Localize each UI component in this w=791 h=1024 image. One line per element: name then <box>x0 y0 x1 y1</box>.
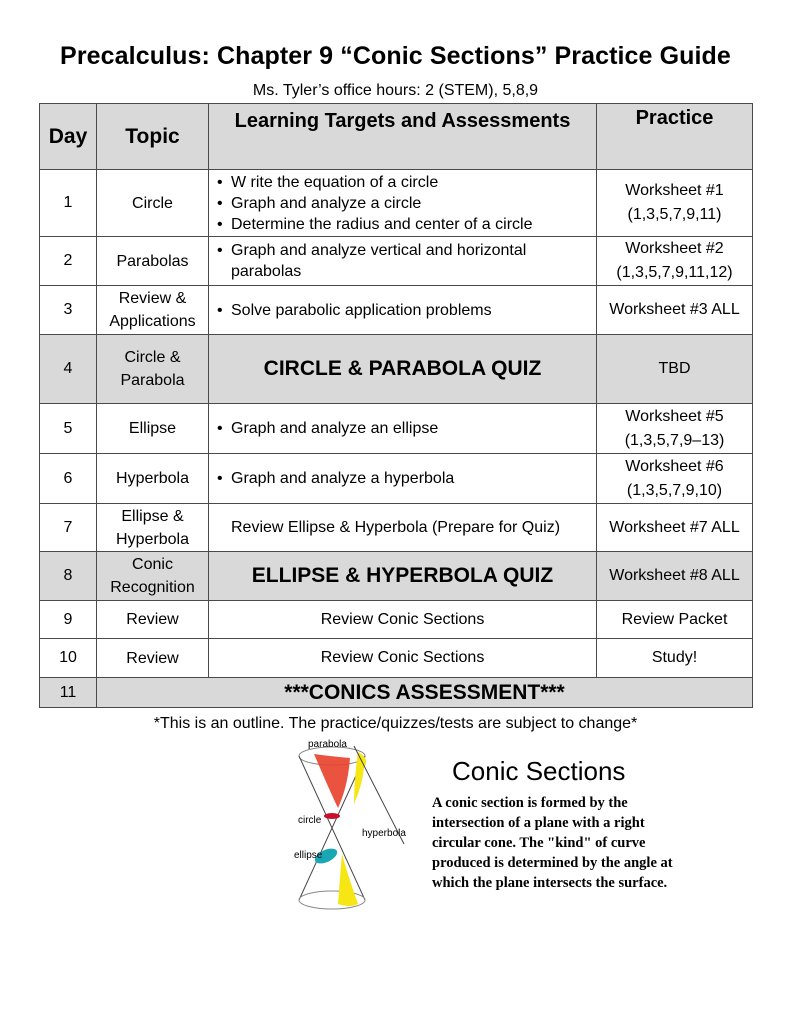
day-cell: 8 <box>40 552 97 601</box>
targets-cell <box>209 286 597 335</box>
day-cell: 2 <box>40 237 97 286</box>
practice-cell: Worksheet #3 ALL <box>597 286 753 335</box>
circle-section <box>324 813 340 819</box>
header-learning-targets: Learning Targets and Assessments <box>209 104 597 170</box>
day-cell: 1 <box>40 170 97 237</box>
day-cell: 9 <box>40 601 97 639</box>
header-practice: Practice <box>597 104 753 170</box>
target-item: • Graph and analyze vertical and horizontal parabolas <box>213 240 592 282</box>
target-item: • Graph and analyze a hyperbola <box>213 468 592 489</box>
practice-guide-table <box>39 103 753 708</box>
target-item: • Graph and analyze an ellipse <box>213 418 592 439</box>
target-item: • W rite the equation of a circle <box>213 172 592 193</box>
day-cell: 4 <box>40 335 97 404</box>
practice-cell: Worksheet #2 (1,3,5,7,9,11,12) <box>597 237 753 286</box>
day-cell: 6 <box>40 454 97 504</box>
table-row <box>40 601 753 639</box>
target-item: • Determine the radius and center of a circle <box>213 214 592 235</box>
table-row <box>40 335 753 404</box>
circle-label: circle <box>298 815 322 826</box>
topic-cell: Ellipse <box>97 404 209 454</box>
table-row <box>40 237 753 286</box>
practice-cell: Worksheet #8 ALL <box>597 552 753 601</box>
topic-cell: Ellipse & Hyperbola <box>97 504 209 552</box>
parabola-label: parabola <box>308 739 347 750</box>
topic-cell: Hyperbola <box>97 454 209 504</box>
practice-cell: Study! <box>597 639 753 678</box>
conic-sections-description: A conic section is formed by the intersection of a plane with a right circular cone. The "kind" of curve produced is determined by the angle at which the plane intersects the surface. <box>432 795 673 891</box>
targets-cell <box>209 237 597 286</box>
day-cell: 7 <box>40 504 97 552</box>
day-cell: 3 <box>40 286 97 335</box>
target-item: • Solve parabolic application problems <box>213 300 592 321</box>
day-cell: 11 <box>40 678 97 708</box>
practice-cell: Worksheet #6 (1,3,5,7,9,10) <box>597 454 753 504</box>
targets-cell: Review Conic Sections <box>209 639 597 678</box>
topic-cell: Circle & Parabola <box>97 335 209 404</box>
table-row <box>40 504 753 552</box>
header-topic: Topic <box>97 104 209 170</box>
targets-cell: Review Conic Sections <box>209 601 597 639</box>
practice-cell: TBD <box>597 335 753 404</box>
table-row <box>40 170 753 237</box>
table-header-row <box>40 104 753 170</box>
hyperbola-section-upper <box>354 752 366 804</box>
topic-cell: Review <box>97 601 209 639</box>
topic-cell: Conic Recognition <box>97 552 209 601</box>
topic-cell: Parabolas <box>97 237 209 286</box>
final-assessment-cell: ***CONICS ASSESSMENT*** <box>97 678 753 708</box>
office-hours: Ms. Tyler’s office hours: 2 (STEM), 5,8,9 <box>252 82 539 99</box>
targets-cell: Review Ellipse & Hyperbola (Prepare for Quiz) <box>209 504 597 552</box>
table-row <box>40 286 753 335</box>
day-cell: 5 <box>40 404 97 454</box>
ellipse-label: ellipse <box>294 850 323 861</box>
table-row <box>40 678 753 708</box>
practice-cell: Worksheet #7 ALL <box>597 504 753 552</box>
header-day: Day <box>40 104 97 170</box>
practice-cell: Worksheet #1 (1,3,5,7,9,11) <box>597 170 753 237</box>
targets-cell <box>209 454 597 504</box>
conic-cone-diagram <box>292 736 422 926</box>
topic-cell: Review & Applications <box>97 286 209 335</box>
quiz-cell: ELLIPSE & HYPERBOLA QUIZ <box>209 552 597 601</box>
practice-cell: Worksheet #5 (1,3,5,7,9–13) <box>597 404 753 454</box>
table-row <box>40 404 753 454</box>
topic-cell: Circle <box>97 170 209 237</box>
target-item: • Graph and analyze a circle <box>213 193 592 214</box>
conic-sections-title: Conic Sections <box>452 756 626 786</box>
table-row <box>40 454 753 504</box>
outline-note: *This is an outline. The practice/quizzes/tests are subject to change* <box>153 715 638 732</box>
practice-cell: Review Packet <box>597 601 753 639</box>
day-cell: 10 <box>40 639 97 678</box>
page-title: Precalculus: Chapter 9 “Conic Sections” Practice Guide <box>60 42 731 70</box>
table-row <box>40 639 753 678</box>
table-row <box>40 552 753 601</box>
hyperbola-label: hyperbola <box>362 828 406 839</box>
topic-cell: Review <box>97 639 209 678</box>
targets-cell <box>209 170 597 237</box>
quiz-cell: CIRCLE & PARABOLA QUIZ <box>209 335 597 404</box>
targets-cell <box>209 404 597 454</box>
